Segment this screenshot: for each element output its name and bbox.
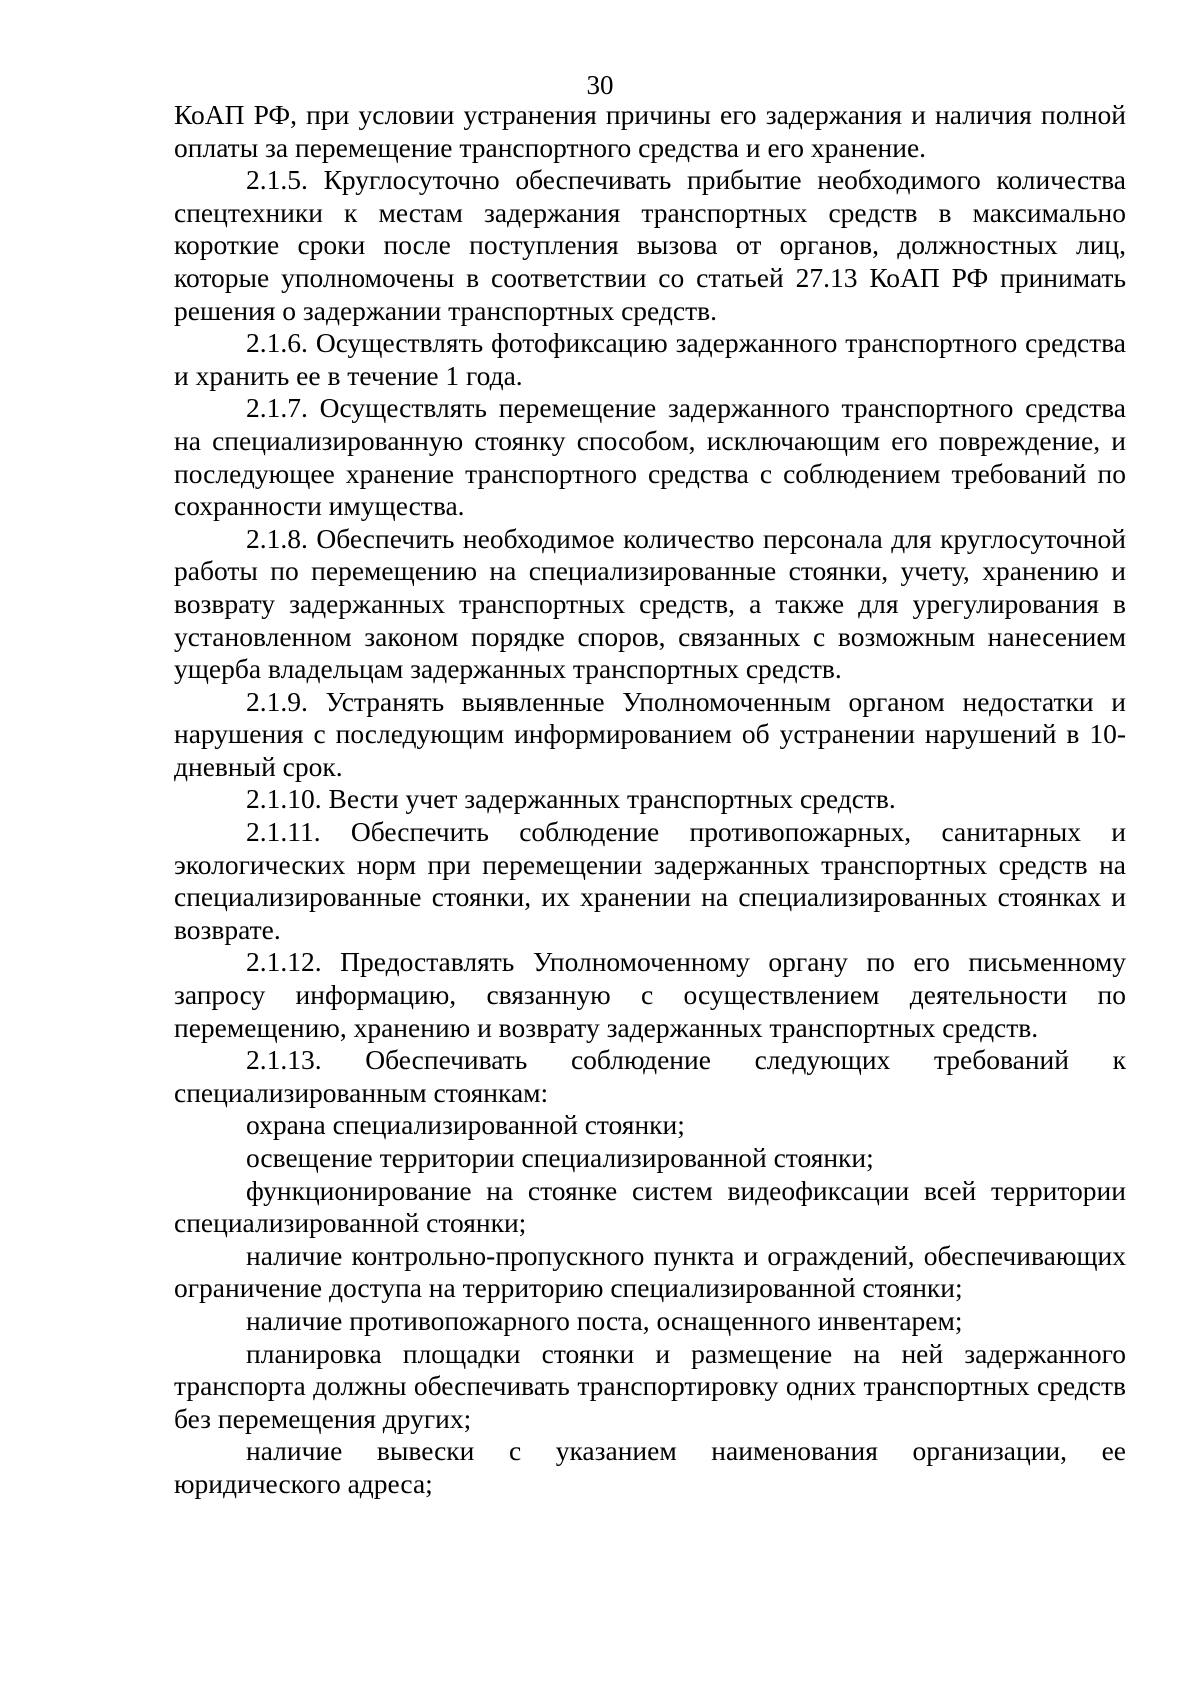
- paragraph: наличие противопожарного поста, оснащенного инвентарем;: [246, 1304, 963, 1336]
- paragraph: функционирование на стоянке систем видеофиксации всей территории специализированной стоянки;: [174, 1174, 1126, 1239]
- paragraph: 2.1.13. Обеспечивать соблюдение следующих требований к специализированным стоянкам:: [174, 1044, 1126, 1108]
- page-number: 30: [586, 70, 614, 100]
- paragraph: наличие вывески с указанием наименования организации, ее юридического адреса;: [174, 1435, 1126, 1499]
- paragraph: 2.1.5. Круглосуточно обеспечивать прибытие необходимого количества спецтехники к местам задержания транспортных средств в максимально короткие сроки после поступления вызова от органов, должностных лиц, которые уполномочены в соответствии со статьей 27.13 КоАП РФ принимать решения о задержании транспортных средств.: [174, 164, 1126, 326]
- paragraph: освещение территории специализированной стоянки;: [246, 1142, 874, 1173]
- paragraph: наличие контрольно-пропускного пункта и ограждений, обеспечивающих ограничение доступа на территорию специализированной стоянки;: [174, 1239, 1126, 1304]
- paragraph: 2.1.8. Обеспечить необходимое количество персонала для круглосуточной работы по перемещению на специализированные стоянки, учету, хранению и возврату задержанных транспортных средств, а также для урегулирования в установленном законом порядке споров, связанных с возможным нанесением ущерба владельцам задержанных транспортных средств.: [174, 522, 1126, 685]
- paragraph: 2.1.9. Устранять выявленные Уполномоченным органом недостатки и нарушения с последующим информированием об устранении нарушений в 10-дневный срок.: [174, 685, 1126, 782]
- document-body: [174, 99, 1126, 1501]
- paragraph: 2.1.11. Обеспечить соблюдение противопожарных, санитарных и экологических норм при перемещении задержанных транспортных средств на специализированные стоянки, их хранении на специализированных стоянках и возврате.: [174, 816, 1126, 945]
- paragraph: 2.1.7. Осуществлять перемещение задержанного транспортного средства на специализированную стоянку способом, исключающим его повреждение, и последующее хранение транспортного средства с соблюдением требований по сохранности имущества.: [174, 392, 1126, 522]
- paragraph: КоАП РФ, при условии устранения причины его задержания и наличия полной оплаты за перемещение транспортного средства и его хранение.: [174, 99, 1126, 163]
- paragraph: 2.1.10. Вести учет задержанных транспортных средств.: [246, 783, 896, 815]
- paragraph: 2.1.6. Осуществлять фотофиксацию задержанного транспортного средства и хранить ее в течение 1 года.: [174, 327, 1126, 391]
- paragraph: охрана специализированной стоянки;: [246, 1109, 685, 1141]
- paragraph: планировка площадки стоянки и размещение на ней задержанного транспорта должны обеспечивать транспортировку одних транспортных средств без перемещения других;: [174, 1337, 1126, 1434]
- paragraph: 2.1.12. Предоставлять Уполномоченному органу по его письменному запросу информацию, связанную с осуществлением деятельности по перемещению, хранению и возврату задержанных транспортных средств.: [174, 946, 1126, 1043]
